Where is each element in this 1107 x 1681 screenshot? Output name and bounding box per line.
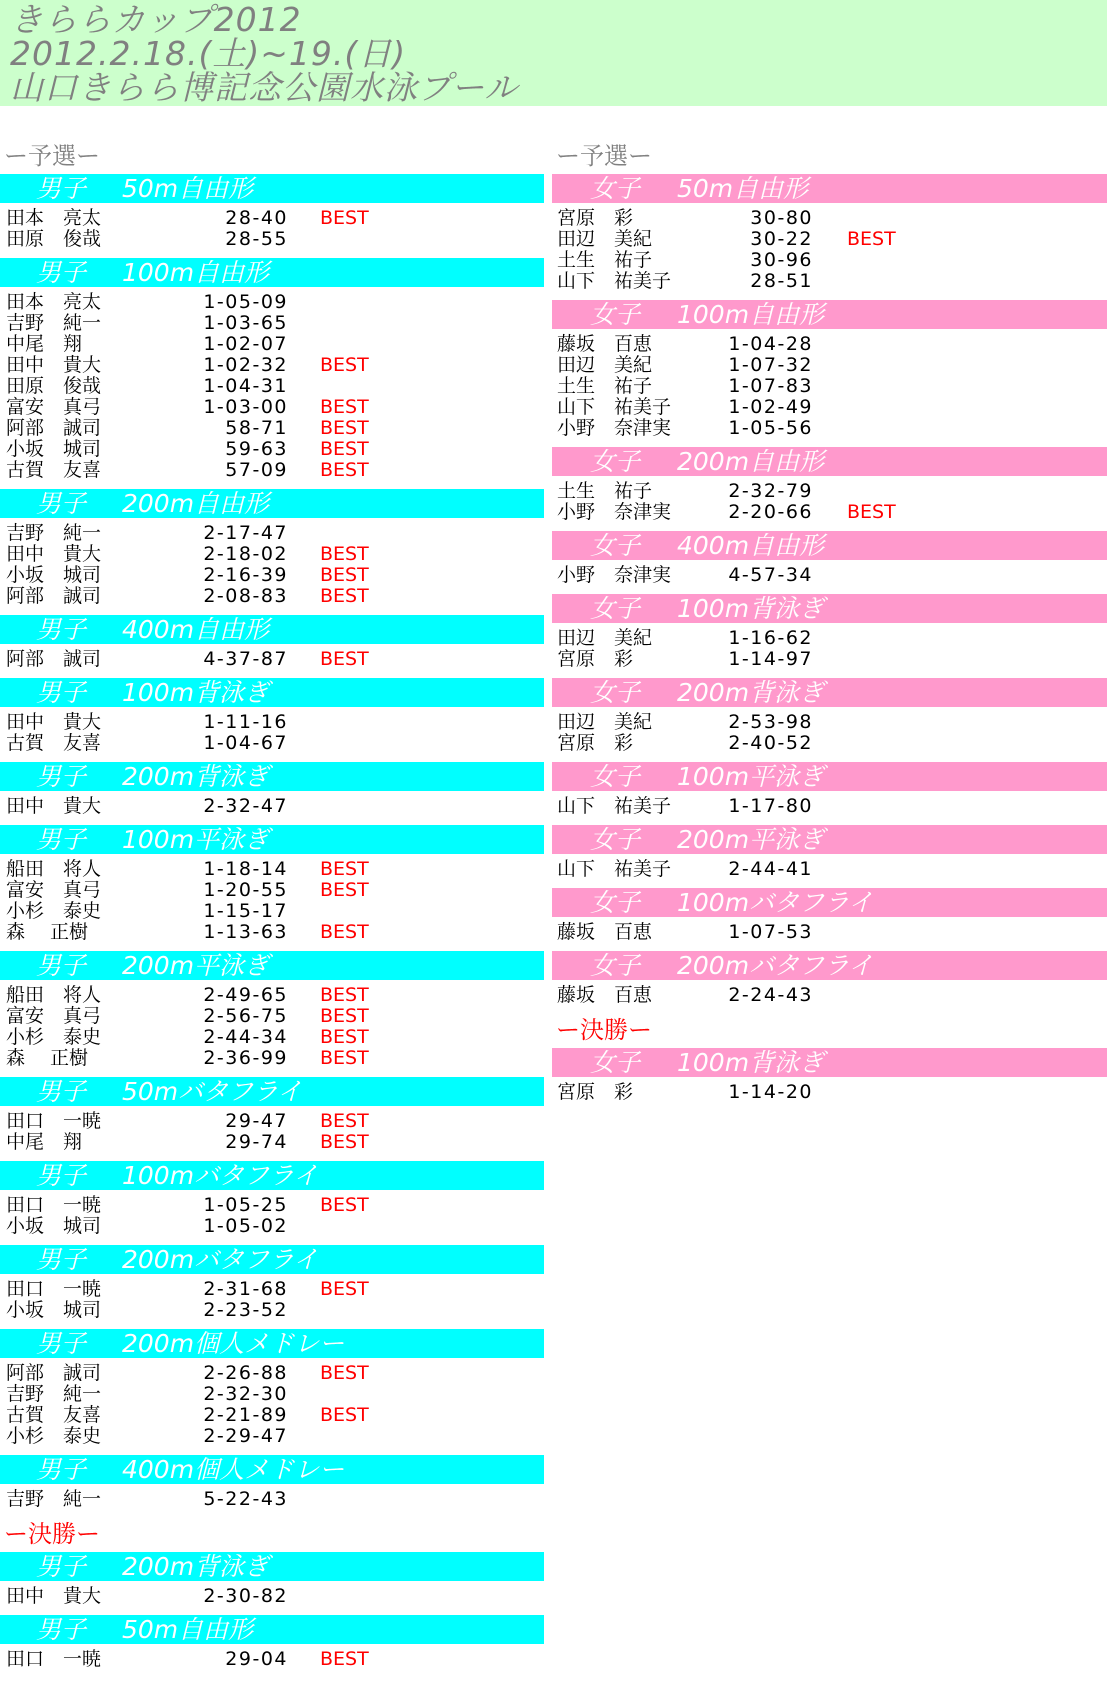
swimmer-name: 富安 真弓 [6, 396, 102, 418]
swim-time: 2-24-43 [728, 984, 813, 1006]
swimmer-name: 土生 祐子 [557, 375, 653, 397]
result-row [0, 418, 1107, 439]
event-name: 200m平泳ぎ [122, 951, 270, 980]
event-name: 100m背泳ぎ [677, 594, 825, 623]
swim-time: 2-16-39 [203, 564, 288, 586]
result-row [0, 628, 1107, 649]
swimmer-name: 宮原 彩 [557, 648, 634, 670]
swimmer-name: 宮原 彩 [557, 1081, 634, 1103]
event-name: 400m自由形 [122, 615, 270, 644]
event-header [552, 825, 1107, 854]
event-name: 200m自由形 [122, 489, 270, 518]
swim-time: 1-14-97 [728, 648, 813, 670]
swim-time: 2-23-52 [203, 1299, 288, 1321]
swimmer-name: 宮原 彩 [557, 732, 634, 754]
swimmer-name: 小坂 城司 [6, 1215, 102, 1237]
final-heading: ー決勝ー [4, 1520, 100, 1548]
swimmer-name: 古賀 友喜 [6, 459, 102, 481]
swim-time: 1-02-32 [203, 354, 288, 376]
result-row [0, 334, 1107, 355]
swim-time: 1-04-28 [728, 333, 813, 355]
swim-time: 5-22-43 [203, 1488, 288, 1510]
event-name: 50m自由形 [677, 174, 809, 203]
event-name: 200m平泳ぎ [677, 825, 825, 854]
best-badge: BEST [320, 858, 369, 880]
swim-time: 1-20-55 [203, 879, 288, 901]
swimmer-name: 田辺 美紀 [557, 711, 653, 733]
best-badge: BEST [320, 459, 369, 481]
event-gender: 女子 [590, 447, 641, 476]
swim-time: 2-40-52 [728, 732, 813, 754]
event-name: 100m自由形 [122, 258, 270, 287]
swim-time: 2-56-75 [203, 1005, 288, 1027]
result-row [0, 355, 1107, 376]
event-gender: 男子 [36, 1615, 87, 1644]
swim-time: 2-29-47 [203, 1425, 288, 1447]
swimmer-name: 古賀 友喜 [6, 1404, 102, 1426]
swim-time: 1-05-25 [203, 1194, 288, 1216]
swimmer-name: 田中 貴大 [6, 795, 102, 817]
swimmer-name: 土生 祐子 [557, 480, 653, 502]
swimmer-name: 田原 俊哉 [6, 375, 102, 397]
best-badge: BEST [320, 1047, 369, 1069]
event-gender: 男子 [36, 1455, 87, 1484]
best-badge: BEST [320, 1131, 369, 1153]
best-badge: BEST [320, 438, 369, 460]
best-badge: BEST [320, 1110, 369, 1132]
best-badge: BEST [320, 207, 369, 229]
swim-time: 2-30-82 [203, 1585, 288, 1607]
best-badge: BEST [320, 1026, 369, 1048]
result-row [0, 502, 1107, 523]
swim-time: 1-04-67 [203, 732, 288, 754]
swim-time: 28-55 [225, 228, 288, 250]
event-name: 200m背泳ぎ [122, 762, 270, 791]
result-row [0, 376, 1107, 397]
preliminary-heading: ー予選ー [4, 142, 100, 170]
result-row [0, 1082, 1107, 1103]
best-badge: BEST [320, 1404, 369, 1426]
result-row [0, 922, 1107, 943]
event-name: 200mバタフライ [122, 1245, 319, 1274]
event-header [552, 888, 1107, 917]
best-badge: BEST [320, 417, 369, 439]
event-header [552, 1048, 1107, 1077]
event-gender: 男子 [36, 678, 87, 707]
swim-time: 2-49-65 [203, 984, 288, 1006]
swimmer-name: 古賀 友喜 [6, 732, 102, 754]
swimmer-name: 田本 亮太 [6, 291, 102, 313]
result-row [0, 565, 1107, 586]
event-gender: 男子 [36, 1161, 87, 1190]
swimmer-name: 田辺 美紀 [557, 228, 653, 250]
best-badge: BEST [320, 396, 369, 418]
result-row [0, 859, 1107, 880]
swim-time: 2-32-47 [203, 795, 288, 817]
event-gender: 女子 [590, 888, 641, 917]
swim-time: 28-51 [750, 270, 813, 292]
swim-time: 2-20-66 [728, 501, 813, 523]
swimmer-name: 中尾 翔 [6, 1131, 83, 1153]
swimmer-name: 土生 祐子 [557, 249, 653, 271]
swim-time: 1-05-09 [203, 291, 288, 313]
result-row [0, 271, 1107, 292]
swimmer-name: 小坂 城司 [6, 438, 102, 460]
event-header [552, 174, 1107, 203]
event-gender: 男子 [36, 174, 87, 203]
swimmer-name: 田中 貴大 [6, 543, 102, 565]
meet-dates: 2012.2.18.(土)~19.(日) [10, 34, 407, 73]
swim-time: 2-18-02 [203, 543, 288, 565]
event-header [552, 762, 1107, 791]
meet-title: きららカップ2012 [10, 0, 302, 39]
swim-time: 2-17-47 [203, 522, 288, 544]
swim-time: 1-05-02 [203, 1215, 288, 1237]
swim-time: 2-44-34 [203, 1026, 288, 1048]
event-header [552, 951, 1107, 980]
best-badge: BEST [320, 354, 369, 376]
swimmer-name: 山下 祐美子 [557, 270, 672, 292]
swim-time: 29-04 [225, 1648, 288, 1670]
swim-time: 4-37-87 [203, 648, 288, 670]
result-row [0, 208, 1107, 229]
swimmer-name: 阿部 誠司 [6, 417, 102, 439]
swimmer-name: 吉野 純一 [6, 312, 102, 334]
swimmer-name: 小坂 城司 [6, 564, 102, 586]
swimmer-name: 宮原 彩 [557, 207, 634, 229]
event-name: 50mバタフライ [122, 1077, 303, 1106]
event-gender: 男子 [36, 1329, 87, 1358]
result-row [0, 397, 1107, 418]
final-heading: ー決勝ー [556, 1016, 652, 1044]
swimmer-name: 小杉 泰史 [6, 1425, 102, 1447]
event-gender: 男子 [36, 1552, 87, 1581]
swim-time: 1-07-32 [728, 354, 813, 376]
swimmer-name: 船田 将人 [6, 984, 102, 1006]
swim-time: 30-80 [750, 207, 813, 229]
meet-venue: 山口きらら博記念公園水泳プール [10, 68, 519, 107]
swim-time: 1-18-14 [203, 858, 288, 880]
event-name: 100mバタフライ [677, 888, 874, 917]
event-name: 100m平泳ぎ [677, 762, 825, 791]
event-gender: 男子 [36, 615, 87, 644]
swim-time: 1-13-63 [203, 921, 288, 943]
swimmer-name: 吉野 純一 [6, 1488, 102, 1510]
swim-time: 2-26-88 [203, 1362, 288, 1384]
swimmer-name: 田中 貴大 [6, 1585, 102, 1607]
event-gender: 女子 [590, 300, 641, 329]
swimmer-name: 小杉 泰史 [6, 1026, 102, 1048]
best-badge: BEST [320, 1362, 369, 1384]
swim-time: 1-05-56 [728, 417, 813, 439]
event-gender: 男子 [36, 762, 87, 791]
best-badge: BEST [320, 921, 369, 943]
swimmer-name: 阿部 誠司 [6, 585, 102, 607]
best-badge: BEST [320, 1648, 369, 1670]
event-gender: 男子 [36, 1245, 87, 1274]
event-name: 200m背泳ぎ [677, 678, 825, 707]
swimmer-name: 田口 一暁 [6, 1194, 102, 1216]
swimmer-name: 藤坂 百恵 [557, 921, 653, 943]
swim-time: 30-96 [750, 249, 813, 271]
swimmer-name: 吉野 純一 [6, 522, 102, 544]
swim-time: 58-71 [225, 417, 288, 439]
event-name: 200m背泳ぎ [122, 1552, 270, 1581]
result-row [0, 250, 1107, 271]
event-gender: 男子 [36, 489, 87, 518]
swim-time: 2-21-89 [203, 1404, 288, 1426]
swimmer-name: 山下 祐美子 [557, 795, 672, 817]
swim-time: 59-63 [225, 438, 288, 460]
swimmer-name: 富安 真弓 [6, 879, 102, 901]
swim-time: 1-11-16 [203, 711, 288, 733]
swim-time: 1-07-53 [728, 921, 813, 943]
swimmer-name: 森 正樹 [6, 921, 89, 943]
event-gender: 女子 [590, 174, 641, 203]
swim-time: 2-32-30 [203, 1383, 288, 1405]
swim-time: 4-57-34 [728, 564, 813, 586]
swimmer-name: 吉野 純一 [6, 1383, 102, 1405]
result-row [0, 649, 1107, 670]
event-name: 100m背泳ぎ [677, 1048, 825, 1077]
swim-time: 2-08-83 [203, 585, 288, 607]
event-name: 400m自由形 [677, 531, 825, 560]
swimmer-name: 中尾 翔 [6, 333, 83, 355]
swim-time: 1-03-65 [203, 312, 288, 334]
event-header [552, 531, 1107, 560]
best-badge: BEST [847, 228, 896, 250]
swim-time: 57-09 [225, 459, 288, 481]
best-badge: BEST [320, 879, 369, 901]
best-badge: BEST [320, 1194, 369, 1216]
best-badge: BEST [320, 1005, 369, 1027]
swimmer-name: 田口 一暁 [6, 1278, 102, 1300]
best-badge: BEST [320, 543, 369, 565]
best-badge: BEST [320, 984, 369, 1006]
swimmer-name: 阿部 誠司 [6, 1362, 102, 1384]
event-gender: 男子 [36, 825, 87, 854]
swimmer-name: 森 正樹 [6, 1047, 89, 1069]
event-gender: 女子 [590, 951, 641, 980]
best-badge: BEST [320, 564, 369, 586]
swimmer-name: 小野 奈津実 [557, 564, 672, 586]
event-name: 200mバタフライ [677, 951, 874, 980]
swimmer-name: 小野 奈津実 [557, 501, 672, 523]
event-gender: 女子 [590, 594, 641, 623]
event-name: 400m個人メドレー [122, 1455, 345, 1484]
swimmer-name: 船田 将人 [6, 858, 102, 880]
swimmer-name: 藤坂 百恵 [557, 333, 653, 355]
swimmer-name: 小坂 城司 [6, 1299, 102, 1321]
swim-time: 29-74 [225, 1131, 288, 1153]
event-gender: 女子 [590, 1048, 641, 1077]
best-badge: BEST [320, 648, 369, 670]
swim-time: 1-16-62 [728, 627, 813, 649]
event-header [552, 447, 1107, 476]
best-badge: BEST [320, 1278, 369, 1300]
event-gender: 女子 [590, 531, 641, 560]
swimmer-name: 富安 真弓 [6, 1005, 102, 1027]
swim-time: 1-02-49 [728, 396, 813, 418]
swim-time: 1-03-00 [203, 396, 288, 418]
swim-time: 28-40 [225, 207, 288, 229]
event-gender: 男子 [36, 258, 87, 287]
result-row [0, 481, 1107, 502]
event-header [552, 678, 1107, 707]
event-name: 100m平泳ぎ [122, 825, 270, 854]
event-name: 100mバタフライ [122, 1161, 319, 1190]
event-name: 100m背泳ぎ [122, 678, 270, 707]
swim-time: 2-32-79 [728, 480, 813, 502]
swim-time: 2-44-41 [728, 858, 813, 880]
event-header [552, 300, 1107, 329]
swim-time: 1-17-80 [728, 795, 813, 817]
swim-time: 30-22 [750, 228, 813, 250]
swimmer-name: 山下 祐美子 [557, 396, 672, 418]
swimmer-name: 田原 俊哉 [6, 228, 102, 250]
swim-time: 1-07-83 [728, 375, 813, 397]
result-row [0, 985, 1107, 1006]
preliminary-heading: ー予選ー [556, 142, 652, 170]
swim-time: 1-02-07 [203, 333, 288, 355]
swimmer-name: 田中 貴大 [6, 354, 102, 376]
result-row [0, 733, 1107, 754]
swimmer-name: 田辺 美紀 [557, 627, 653, 649]
event-gender: 女子 [590, 762, 641, 791]
swim-time: 2-31-68 [203, 1278, 288, 1300]
result-row [0, 229, 1107, 250]
result-row [0, 796, 1107, 817]
swim-time: 2-36-99 [203, 1047, 288, 1069]
event-gender: 男子 [36, 1077, 87, 1106]
swimmer-name: 田本 亮太 [6, 207, 102, 229]
swim-time: 29-47 [225, 1110, 288, 1132]
swimmer-name: 田辺 美紀 [557, 354, 653, 376]
swim-time: 2-53-98 [728, 711, 813, 733]
event-name: 100m自由形 [677, 300, 825, 329]
result-row [0, 712, 1107, 733]
event-name: 200m自由形 [677, 447, 825, 476]
best-badge: BEST [320, 585, 369, 607]
best-badge: BEST [847, 501, 896, 523]
event-name: 50m自由形 [122, 1615, 254, 1644]
event-name: 200m個人メドレー [122, 1329, 345, 1358]
swimmer-name: 田中 貴大 [6, 711, 102, 733]
swim-time: 1-15-17 [203, 900, 288, 922]
swimmer-name: 藤坂 百恵 [557, 984, 653, 1006]
swimmer-name: 田口 一暁 [6, 1648, 102, 1670]
event-name: 50m自由形 [122, 174, 254, 203]
event-gender: 女子 [590, 678, 641, 707]
swim-time: 1-14-20 [728, 1081, 813, 1103]
swim-time: 1-04-31 [203, 375, 288, 397]
event-gender: 女子 [590, 825, 641, 854]
swimmer-name: 阿部 誠司 [6, 648, 102, 670]
swimmer-name: 小野 奈津実 [557, 417, 672, 439]
swimmer-name: 小杉 泰史 [6, 900, 102, 922]
event-gender: 男子 [36, 951, 87, 980]
swimmer-name: 田口 一暁 [6, 1110, 102, 1132]
event-header [552, 594, 1107, 623]
swimmer-name: 山下 祐美子 [557, 858, 672, 880]
